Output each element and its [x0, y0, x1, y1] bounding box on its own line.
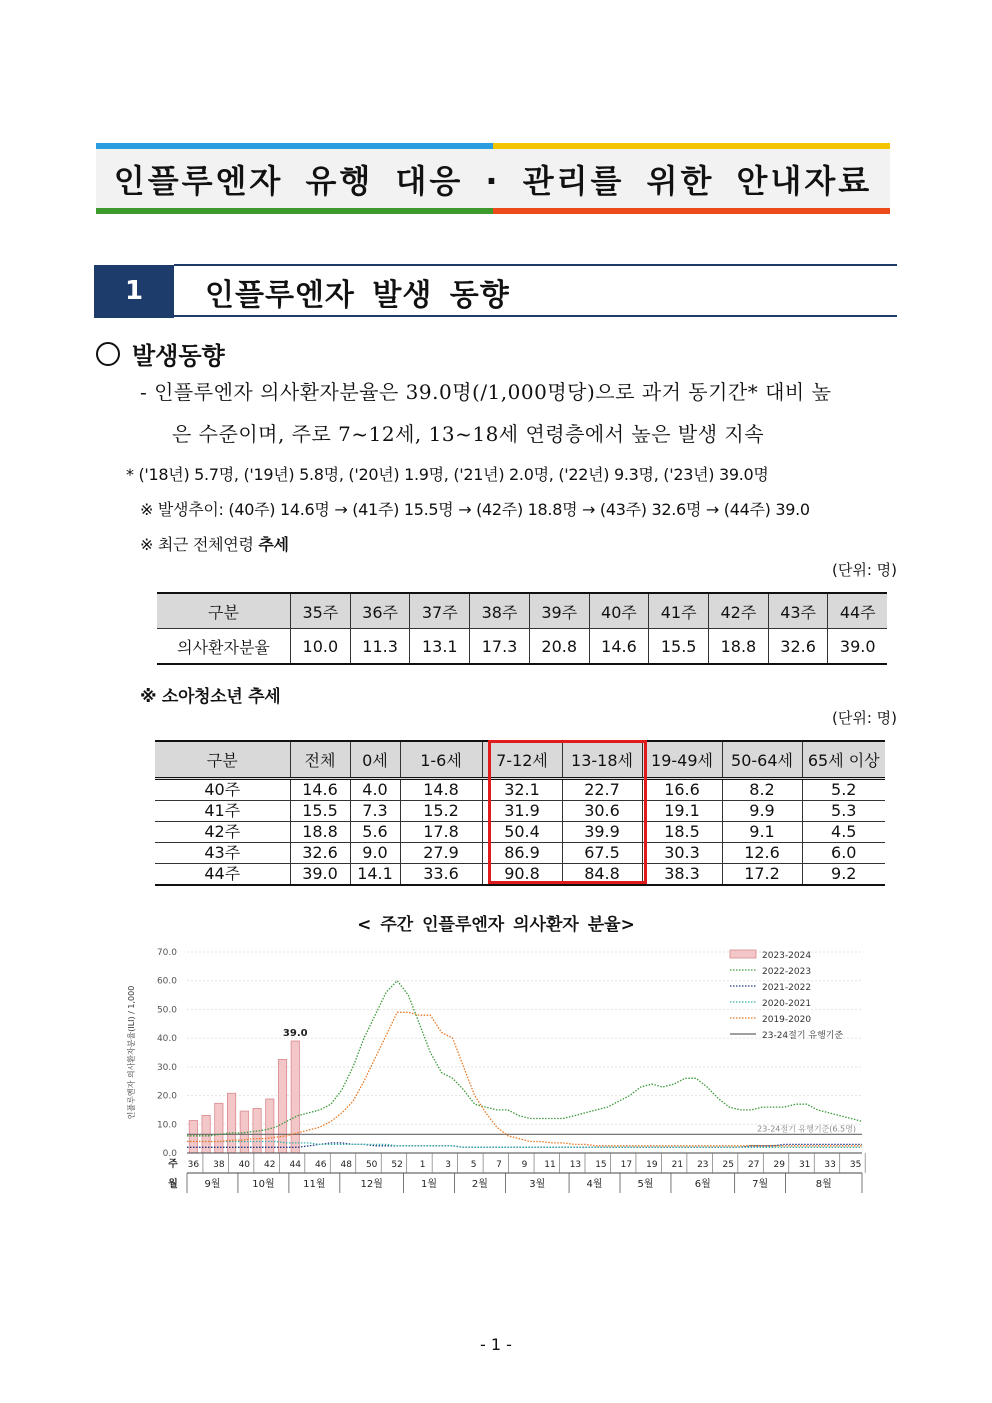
- table-cell: 44주: [155, 864, 290, 886]
- y-tick-label: 70.0: [156, 948, 177, 958]
- table-cell: 14.6: [589, 629, 649, 665]
- month-label: 6월: [694, 1179, 711, 1190]
- header-cell: 42주: [709, 593, 769, 629]
- table-cell: 9.2: [802, 864, 885, 886]
- table-cell: 4.5: [802, 822, 885, 843]
- table-cell: 84.8: [562, 864, 642, 886]
- week-tick-label: 17: [620, 1160, 633, 1170]
- bar-2023-2024: [215, 1103, 223, 1153]
- table-cell: 12.6: [722, 843, 802, 864]
- ili-line-chart: [110, 940, 880, 1200]
- table-cell: 22.7: [562, 779, 642, 801]
- legend-label: 23-24절기 유행기준: [762, 1031, 844, 1041]
- paragraph-line-2: 은 수준이며, 주로 7~12세, 13~18세 연령층에서 높은 발생 지속: [172, 422, 765, 446]
- week-tick-label: 33: [824, 1160, 836, 1170]
- trend-note: ※ 발생추이: (40주) 14.6명 → (41주) 15.5명 → (42주) 18.8명 → (43주) 32.6명 → (44주) 39.0: [140, 500, 810, 519]
- table-row: [157, 629, 887, 665]
- section-divider-top: [174, 264, 897, 266]
- week-tick-label: 25: [722, 1160, 735, 1170]
- header-cell: 구분: [157, 593, 291, 629]
- header-cell: 35주: [291, 593, 351, 629]
- header-cell: 13-18세: [562, 741, 642, 779]
- table-cell: 32.6: [768, 629, 828, 665]
- week-tick-label: 9: [521, 1160, 528, 1170]
- table-cell: 의사환자분율: [157, 629, 291, 665]
- month-label: 12월: [360, 1179, 383, 1190]
- bar-value-label: 39.0: [282, 1028, 308, 1040]
- month-label: 3월: [529, 1179, 546, 1190]
- week-tick-label: 38: [213, 1160, 225, 1170]
- table-cell: 5.6: [350, 822, 400, 843]
- table-cell: 6.0: [802, 843, 885, 864]
- recent-trend-bold: 추세: [258, 535, 289, 554]
- header-cell: 40주: [589, 593, 649, 629]
- table-cell: 33.6: [400, 864, 482, 886]
- bar-2023-2024: [278, 1059, 286, 1153]
- month-label: 8월: [815, 1179, 832, 1190]
- table-cell: 39.9: [562, 822, 642, 843]
- y-tick-label: 30.0: [156, 1062, 177, 1073]
- header-cell: 65세 이상: [802, 741, 885, 779]
- table-cell: 27.9: [400, 843, 482, 864]
- banner-bottom-red-bar: [493, 208, 890, 214]
- subsection-title: 발생동향: [132, 342, 225, 370]
- month-label: 5월: [637, 1179, 654, 1190]
- legend-label: 2021-2022: [762, 983, 812, 993]
- week-tick-label: 42: [264, 1160, 276, 1170]
- month-label: 9월: [204, 1179, 221, 1190]
- bar-2023-2024: [266, 1099, 274, 1153]
- table-cell: 10.0: [291, 629, 351, 665]
- week-tick-label: 19: [646, 1160, 658, 1170]
- subsection-heading: [96, 336, 225, 371]
- section-divider-bottom: [174, 315, 897, 317]
- threshold-label: 23-24절기 유행기준(6.5명): [757, 1124, 856, 1134]
- section-title: 인플루엔자 발생 동향: [205, 278, 510, 313]
- table-cell: 90.8: [482, 864, 562, 886]
- week-tick-label: 13: [569, 1160, 582, 1170]
- table-cell: 18.8: [290, 822, 350, 843]
- table-cell: 14.8: [400, 779, 482, 801]
- table-cell: 15.5: [649, 629, 709, 665]
- week-tick-label: 21: [671, 1160, 684, 1170]
- unit-label-2: (단위: 명): [832, 709, 897, 727]
- y-axis-label: 인플루엔자 의사환자분율(ILI) / 1,000: [127, 985, 136, 1120]
- table-cell: 39.0: [290, 864, 350, 886]
- table-cell: 18.8: [709, 629, 769, 665]
- table-cell: 20.8: [529, 629, 589, 665]
- month-label: 1월: [420, 1179, 437, 1190]
- month-label: 2월: [471, 1179, 488, 1190]
- table-cell: 32.6: [290, 843, 350, 864]
- table-cell: 9.0: [350, 843, 400, 864]
- legend-label: 2023-2024: [762, 951, 812, 961]
- header-cell: 44주: [828, 593, 887, 629]
- week-tick-label: 15: [595, 1160, 607, 1170]
- y-tick-label: 40.0: [156, 1034, 177, 1045]
- table-cell: 16.6: [642, 779, 722, 801]
- week-tick-label: 50: [365, 1160, 378, 1170]
- all-age-table: [157, 592, 887, 665]
- bar-2023-2024: [291, 1041, 299, 1153]
- table-cell: 86.9: [482, 843, 562, 864]
- table-cell: 17.2: [722, 864, 802, 886]
- header-cell: 41주: [649, 593, 709, 629]
- week-tick-label: 46: [314, 1160, 327, 1170]
- legend-label: 2020-2021: [762, 999, 812, 1009]
- week-tick-label: 36: [187, 1160, 200, 1170]
- header-cell: 50-64세: [722, 741, 802, 779]
- recent-trend-prefix: ※ 최근 전체연령: [140, 535, 259, 554]
- header-cell: 39주: [529, 593, 589, 629]
- bar-2023-2024: [227, 1093, 235, 1153]
- month-row-label: 월: [168, 1179, 178, 1190]
- header-cell: 7-12세: [482, 741, 562, 779]
- table-row: [155, 801, 885, 822]
- week-tick-label: 7: [496, 1160, 502, 1170]
- page-number: - 1 -: [480, 1335, 512, 1354]
- table-cell: 31.9: [482, 801, 562, 822]
- unit-label-1: (단위: 명): [832, 561, 897, 579]
- table-cell: 15.2: [400, 801, 482, 822]
- table-cell: 11.3: [350, 629, 410, 665]
- y-tick-label: 0.0: [162, 1149, 177, 1159]
- y-tick-label: 50.0: [156, 1005, 177, 1016]
- header-cell: 38주: [470, 593, 530, 629]
- table-cell: 13.1: [410, 629, 470, 665]
- past-comparison-note: * ('18년) 5.7명, ('19년) 5.8명, ('20년) 1.9명, ('21년) 2.0명, ('22년) 9.3명, ('23년) 39.0명: [126, 465, 769, 484]
- week-tick-label: 31: [798, 1160, 811, 1170]
- y-tick-label: 60.0: [156, 976, 177, 987]
- week-tick-label: 44: [289, 1160, 301, 1170]
- table-row: [155, 864, 885, 886]
- pediatric-table: [155, 740, 885, 886]
- header-cell: 1-6세: [400, 741, 482, 779]
- week-tick-label: 3: [445, 1160, 451, 1170]
- header-cell: 36주: [350, 593, 410, 629]
- table-cell: 41주: [155, 801, 290, 822]
- week-tick-label: 29: [773, 1160, 785, 1170]
- header-cell: 0세: [350, 741, 400, 779]
- table-cell: 19.1: [642, 801, 722, 822]
- table-cell: 17.8: [400, 822, 482, 843]
- document-title: 인플루엔자 유행 대응 · 관리를 위한 안내자료: [113, 162, 873, 200]
- table-cell: 14.1: [350, 864, 400, 886]
- table-cell: 30.3: [642, 843, 722, 864]
- table-cell: 9.1: [722, 822, 802, 843]
- legend-label: 2022-2023: [762, 967, 812, 977]
- week-row-label: 주: [168, 1159, 178, 1170]
- table-cell: 30.6: [562, 801, 642, 822]
- month-label: 11월: [303, 1179, 326, 1190]
- month-label: 4월: [586, 1179, 603, 1190]
- week-tick-label: 35: [849, 1160, 862, 1170]
- week-tick-label: 40: [238, 1160, 251, 1170]
- y-tick-label: 10.0: [156, 1120, 177, 1131]
- table-cell: 4.0: [350, 779, 400, 801]
- title-banner: [96, 143, 890, 214]
- series-line-2021-2022: [187, 1143, 862, 1147]
- paragraph-line-1: - 인플루엔자 의사환자분율은 39.0명(/1,000명당)으로 과거 동기간* 대비 높: [140, 380, 832, 404]
- week-tick-label: 48: [340, 1160, 352, 1170]
- banner-top-yellow-bar: [493, 143, 890, 149]
- week-tick-label: 1: [419, 1160, 426, 1170]
- table-cell: 42주: [155, 822, 290, 843]
- table-cell: 8.2: [722, 779, 802, 801]
- table-cell: 7.3: [350, 801, 400, 822]
- legend-label: 2019-2020: [762, 1015, 812, 1025]
- header-cell: 전체: [290, 741, 350, 779]
- week-tick-label: 11: [544, 1160, 556, 1170]
- week-tick-label: 23: [697, 1160, 709, 1170]
- table-row: [155, 779, 885, 801]
- legend-swatch-2023-2024: [730, 950, 756, 958]
- series-line-2022-2023: [187, 981, 862, 1136]
- month-label: 7월: [752, 1179, 769, 1190]
- kids-trend-heading: ※ 소아청소년 추세: [140, 687, 281, 707]
- table-cell: 15.5: [290, 801, 350, 822]
- table-header-row: [157, 593, 887, 629]
- banner-bottom-green-bar: [96, 208, 493, 214]
- table-cell: 18.5: [642, 822, 722, 843]
- table-cell: 40주: [155, 779, 290, 801]
- week-tick-label: 5: [470, 1160, 477, 1170]
- table-header-row: [155, 741, 885, 779]
- header-cell: 19-49세: [642, 741, 722, 779]
- table-cell: 43주: [155, 843, 290, 864]
- header-cell: 구분: [155, 741, 290, 779]
- table-cell: 32.1: [482, 779, 562, 801]
- table-cell: 14.6: [290, 779, 350, 801]
- month-label: 10월: [252, 1179, 275, 1190]
- table-cell: 50.4: [482, 822, 562, 843]
- table-cell: 67.5: [562, 843, 642, 864]
- table-row: [155, 843, 885, 864]
- header-cell: 37주: [410, 593, 470, 629]
- table-cell: 5.3: [802, 801, 885, 822]
- table-cell: 17.3: [470, 629, 530, 665]
- circle-bullet-icon: [96, 342, 120, 366]
- header-cell: 43주: [768, 593, 828, 629]
- y-tick-label: 20.0: [156, 1091, 177, 1102]
- table-cell: 38.3: [642, 864, 722, 886]
- section-number: 1: [94, 265, 174, 318]
- table-cell: 5.2: [802, 779, 885, 801]
- table-row: [155, 822, 885, 843]
- bar-2023-2024: [189, 1121, 197, 1153]
- table-cell: 39.0: [828, 629, 887, 665]
- recent-trend-heading: [140, 532, 289, 555]
- week-tick-label: 52: [391, 1160, 403, 1170]
- table-cell: 9.9: [722, 801, 802, 822]
- chart-title: < 주간 인플루엔자 의사환자 분율>: [357, 915, 635, 935]
- week-tick-label: 27: [748, 1160, 760, 1170]
- banner-top-blue-bar: [96, 143, 493, 149]
